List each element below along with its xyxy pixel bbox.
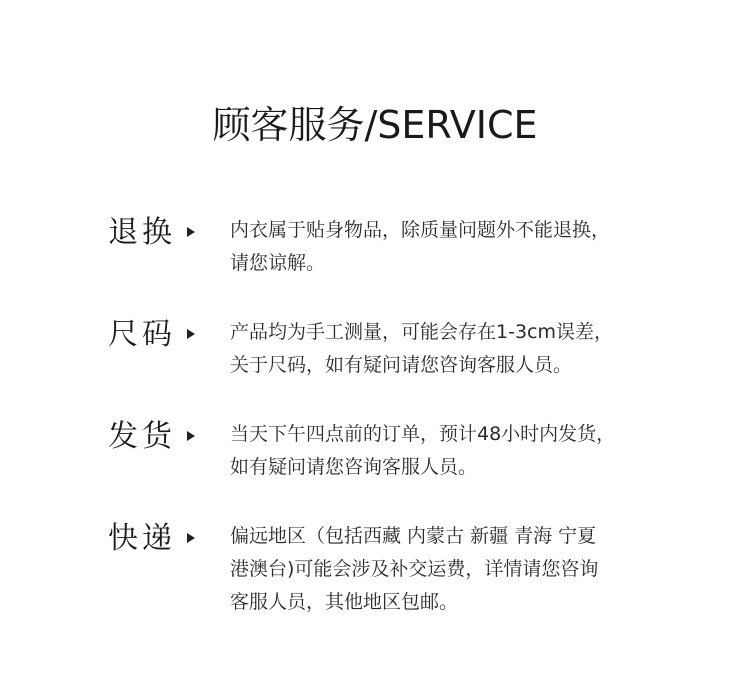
description-line: 关于尺码，如有疑问请您咨询客服人员。 xyxy=(230,354,573,376)
section-description xyxy=(230,214,650,280)
description-line: 客服人员，其他地区包邮。 xyxy=(230,591,459,613)
arrow-right-icon xyxy=(187,227,195,237)
section-description xyxy=(230,520,650,619)
description-line: 如有疑问请您咨询客服人员。 xyxy=(230,456,478,478)
description-line: 请您谅解。 xyxy=(230,252,326,274)
section-label: 发货 xyxy=(108,419,176,454)
section-label: 尺码 xyxy=(108,317,176,352)
page-title: 顾客服务/SERVICE xyxy=(212,103,538,147)
arrow-right-icon xyxy=(187,431,195,441)
description-line: 产品均为手工测量，可能会存在1-3cm误差， xyxy=(230,321,613,343)
section-label: 退换 xyxy=(108,215,176,250)
arrow-right-icon xyxy=(187,533,195,543)
description-line: 当天下午四点前的订单，预计48小时内发货， xyxy=(230,423,616,445)
description-line: 偏远地区（包括西藏 内蒙古 新疆 青海 宁夏 xyxy=(230,525,597,547)
section-description xyxy=(230,418,650,484)
section-description xyxy=(230,316,650,382)
section-label: 快递 xyxy=(108,521,176,556)
arrow-right-icon xyxy=(187,329,195,339)
description-line: 港澳台)可能会涉及补交运费，详情请您咨询 xyxy=(230,558,599,580)
description-line: 内衣属于贴身物品，除质量问题外不能退换， xyxy=(230,219,611,241)
